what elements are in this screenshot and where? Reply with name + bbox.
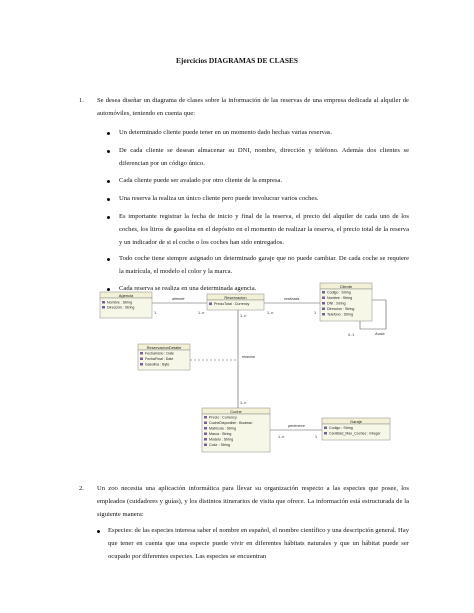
attribute-icon	[209, 303, 212, 306]
multiplicity: 0..1	[348, 333, 355, 337]
class-attribute: Nombre : String	[107, 300, 133, 305]
class-attribute: Matricula : String	[209, 426, 236, 431]
class-garaje	[322, 418, 390, 440]
multiplicity: 1..n	[278, 435, 285, 439]
attribute-icon	[322, 302, 325, 305]
attribute-icon	[140, 352, 143, 355]
class-attribute: Direccion : String	[327, 307, 355, 311]
class-name: Coche	[230, 408, 242, 414]
exercise-2-number: 2.	[79, 485, 84, 492]
exercise-1-bullet-4: Una reserva la realiza un único cliente pero puede involucrar varios coches.	[119, 195, 319, 202]
assoc-label-relacion: relacion	[242, 355, 256, 359]
exercise-1-bullet-5: Es importante registrar la fecha de inicio y final de la reserva, el precio del alquiler de cada uno de los coches, los litros de gasolina en el depósito en el momento de realizar la reserva, el precio total de la reserva y un indicador de si el coche o los coches han sido entregados.	[119, 213, 409, 246]
class-name: Reservacion	[224, 294, 247, 300]
assoc-label-atiende: atiende	[172, 297, 185, 301]
class-attribute: Modelo : String	[209, 437, 234, 442]
exercise-1-number: 1.	[79, 97, 84, 104]
assoc-label-avala: Avala	[375, 332, 385, 336]
class-name: Cliente	[339, 283, 353, 289]
class-agencia	[100, 292, 152, 318]
multiplicity: 1..n	[198, 311, 205, 315]
multiplicity: 1..n	[240, 314, 247, 318]
attribute-icon	[102, 306, 105, 309]
assoc-label-realizada: realizada	[284, 297, 300, 301]
class-attribute: Cantidad_Max_Coches : Integer	[329, 431, 381, 436]
multiplicity: 1	[314, 311, 317, 315]
attribute-icon	[324, 427, 327, 430]
assoc-label-pertenece: pertenece	[288, 424, 305, 428]
class-attribute: DNI : String	[327, 301, 346, 306]
class-attribute: FechaInicio : Date	[145, 351, 174, 356]
exercise-1-bullet-6: Todo coche tiene siempre asignado un determinado garaje que no puede cambiar. De cada coche se requiere la matrícula, el modelo el color y la marca.	[119, 255, 409, 275]
multiplicity: 1	[315, 435, 318, 439]
class-attribute: PrecioTotal : Currency	[214, 302, 250, 306]
class-attribute: Dirección : String	[107, 305, 135, 310]
multiplicity: 1	[154, 311, 157, 315]
attribute-icon	[324, 432, 327, 435]
exercise-1-bullet-3: Cada cliente puede ser avalado por otro cliente de la empresa.	[119, 177, 283, 184]
attribute-icon	[204, 422, 207, 425]
class-name: ReservacionDetalle	[146, 344, 182, 350]
class-name: Garaje	[349, 418, 363, 424]
class-attribute: Codigo : String	[327, 290, 351, 295]
class-attribute: CocheDisponible : Boolean	[209, 421, 253, 425]
class-coche	[202, 408, 270, 452]
attribute-icon	[204, 433, 207, 436]
class-attribute: Nombre : String	[327, 296, 353, 300]
exercise-1-bullet-1: Un determinado cliente puede tener en un momento dado hechas varias reservas.	[119, 129, 333, 136]
bullet-dot	[97, 530, 100, 533]
exercise-1-bullet-7: Cada reserva se realiza en una determinada agencia.	[119, 285, 257, 292]
class-attribute: Gasolina : Byte	[145, 362, 170, 367]
exercise-1-intro: Se desea diseñar un diagrama de clases sobre la información de las reservas de una empresa dedicada al alquiler de automóviles, teniendo en cuenta que:	[97, 97, 409, 117]
class-attribute: Precio : Currency	[209, 415, 237, 420]
attribute-icon	[204, 444, 207, 447]
title-prefix: Ejercicios	[175, 56, 208, 65]
attribute-icon	[140, 358, 143, 361]
class-attribute: FechaFinal : Date	[145, 357, 174, 361]
attribute-icon	[322, 308, 325, 311]
multiplicity: 1..n	[267, 311, 274, 315]
class-attribute: Codigo : String	[329, 426, 353, 430]
exercise-2-bullet-1: Especies: de las especies interesa saber el nombre en español, el nombre científico y una descripción general. Hay que tener en cuenta que una especie puede vivir en diferentes hábitats naturales y que un hábitat puede ser ocupado por diferentes especies. Las especies se encuentran	[108, 527, 409, 560]
class-cliente	[320, 283, 372, 321]
class-attribute: Marca : String	[209, 432, 232, 436]
attribute-icon	[204, 438, 207, 441]
class-reservacion	[207, 294, 264, 310]
attribute-icon	[102, 301, 105, 304]
attribute-icon	[322, 291, 325, 294]
attribute-icon	[204, 427, 207, 430]
class-attribute: Color : String	[209, 443, 230, 447]
class-reservacion-detalle	[138, 344, 190, 370]
attribute-icon	[140, 363, 143, 366]
attribute-icon	[322, 297, 325, 300]
multiplicity: 1..n	[240, 401, 247, 405]
class-name: Agencia	[118, 292, 134, 298]
exercise-2-intro: Un zoo necesita una aplicación informática para llevar su organización respecto a las especies que posee, los empleados (cuidadores y guías), y los distintos itinerarios de visita que ofrece. La información está estructurada de la siguiente manera:	[97, 485, 409, 518]
attribute-icon	[322, 313, 325, 316]
attribute-icon	[204, 416, 207, 419]
class-attribute: Telefono : String	[327, 312, 353, 317]
title-main: DIAGRAMAS DE CLASES	[208, 56, 299, 65]
exercise-1-bullet-2: De cada cliente se desean almacenar su DNI, nombre, dirección y teléfono. Además dos clientes se diferencian por un código único.	[119, 147, 409, 167]
